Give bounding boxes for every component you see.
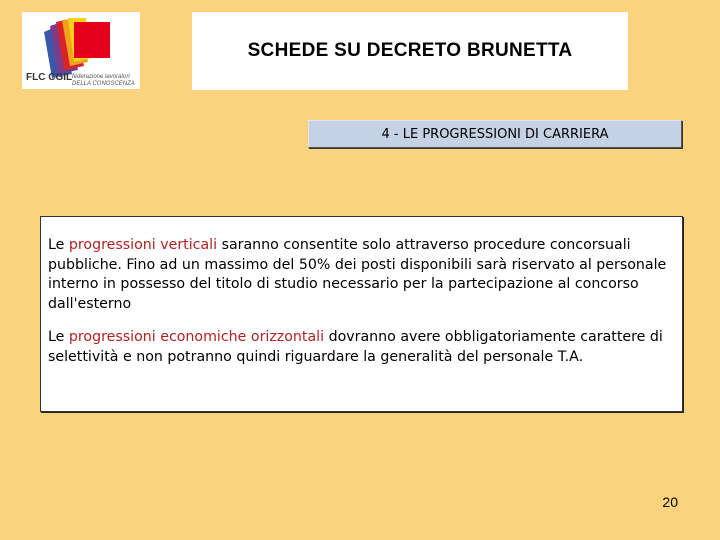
logo-tagline: federazione lavoratori DELLA CONOSCENZA	[72, 74, 135, 87]
p2-highlight: progressioni economiche orizzontali	[68, 329, 325, 346]
page-number: 20	[662, 494, 678, 510]
logo-brand: FLC CGIL	[26, 72, 73, 83]
section-heading-box	[308, 120, 682, 148]
title-box	[192, 12, 628, 90]
logo	[22, 12, 140, 89]
p2-before: Le	[48, 329, 69, 346]
paragraph-vertical-progressions	[48, 236, 676, 314]
p2-after: dovranno avere obbligatoriamente carattere di selettività e non potranno quindi riguardare la generalità del personale T.A.	[48, 329, 663, 365]
paragraph-horizontal-progressions	[48, 328, 676, 367]
p1-highlight: progressioni verticali	[68, 237, 218, 253]
p1-before: Le	[48, 237, 69, 253]
section-heading: 4 - LE PROGRESSIONI DI CARRIERA	[381, 126, 609, 142]
p1-after: saranno consentite solo attraverso procedure concorsuali pubbliche. Fino ad un massimo del 50% dei posti disponibili sarà riservato al personale interno in possesso del titolo di studio necessario per la partecipazione al concorso dall'esterno	[48, 237, 667, 312]
content-box	[40, 216, 683, 412]
page-title: SCHEDE SU DECRETO BRUNETTA	[247, 40, 573, 61]
